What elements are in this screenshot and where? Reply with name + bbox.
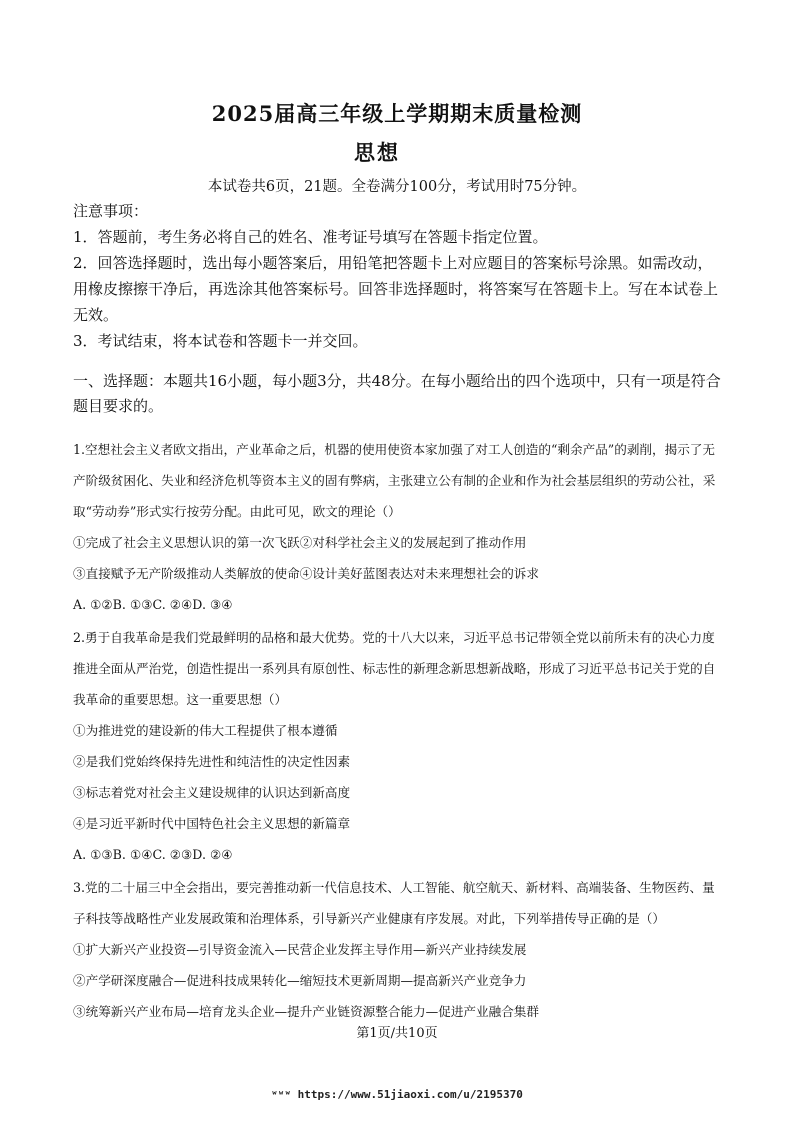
- question-option-line: ③统筹新兴产业布局—培育龙头企业—提升产业链资源整合能力—促进产业融合集群: [73, 1004, 539, 1019]
- question-option-line: ①扩大新兴产业投资—引导资金流入—民营企业发挥主导作用—新兴产业持续发展: [73, 942, 527, 957]
- notes-heading: 注意事项：: [73, 202, 149, 220]
- note-item-3: 3．考试结束，将本试卷和答题卡一并交回。: [73, 332, 368, 350]
- section-heading-text: 一、选择题：本题共16小题，每小题3分，共48分。在每小题给出的四个选项中，只有一项是符合题目要求的。: [73, 372, 721, 415]
- page-number: 第1页/共10页: [356, 1026, 438, 1041]
- note-item-1: 1．答题前，考生务必将自己的姓名、准考证号填写在答题卡指定位置。: [73, 228, 548, 246]
- question-option-line: ①为推进党的建设新的伟大工程提供了根本遵循: [73, 723, 338, 738]
- section-heading: [73, 369, 723, 419]
- watermark-url: ʷʷʷ https://www.51jiaoxi.com/u/2195370: [271, 1088, 523, 1101]
- question-option-line: ③直接赋予无产阶级推动人类解放的使命④设计美好蓝图表达对未来理想社会的诉求: [73, 566, 539, 581]
- question-2: [73, 622, 723, 870]
- question-option-line: ④是习近平新时代中国特色社会主义思想的新篇章: [73, 816, 351, 831]
- question-stem: 3.党的二十届三中全会指出，要完善推动新一代信息技术、人工智能、航空航天、新材料、高端装备、生物医药、量子科技等战略性产业发展政策和治理体系，引导新兴产业健康有序发展。对此，下列举措传导正确的是（）: [73, 880, 715, 926]
- question-answer-choices: A. ①②B. ①③C. ②④D. ③④: [73, 597, 233, 612]
- exam-subject: 思想: [354, 140, 400, 165]
- exam-body: [73, 198, 723, 1027]
- question-option-line: ②是我们党始终保持先进性和纯洁性的决定性因素: [73, 754, 351, 769]
- question-3: [73, 872, 723, 1027]
- question-stem: 2.勇于自我革命是我们党最鲜明的品格和最大优势。党的十八大以来，习近平总书记带领全党以前所未有的决心力度推进全面从严治党，创造性提出一系列具有原创性、标志性的新理念新思想新战略，形成了习近平总书记关于党的自我革命的重要思想。这一重要思想（）: [73, 630, 716, 707]
- exam-meta: 本试卷共6页，21题。全卷满分100分，考试用时75分钟。: [207, 179, 587, 195]
- exam-title: 2025届高三年级上学期期末质量检测: [211, 101, 583, 126]
- question-answer-choices: A. ①③B. ①④C. ②③D. ②④: [73, 847, 233, 862]
- note-item-2: 2．回答选择题时，选出每小题答案后，用铅笔把答题卡上对应题目的答案标号涂黑。如需改动，用橡皮擦擦干净后，再选涂其他答案标号。回答非选择题时，将答案写在答题卡上。写在本试卷上无效。: [73, 254, 719, 324]
- question-option-line: ①完成了社会主义思想认识的第一次飞跃②对科学社会主义的发展起到了推动作用: [73, 535, 527, 550]
- question-stem: 1.空想社会主义者欧文指出，产业革命之后，机器的使用使资本家加强了对工人创造的“剩余产品”的剥削，揭示了无产阶级贫困化、失业和经济危机等资本主义的固有弊病，主张建立公有制的企业和作为社会基层组织的劳动公社，采取“劳动券”形式实行按劳分配。由此可见，欧文的理论（）: [73, 442, 716, 519]
- question-1: [73, 434, 723, 620]
- notes-block: [73, 198, 723, 354]
- question-option-line: ②产学研深度融合—促进科技成果转化—缩短技术更新周期—提高新兴产业竞争力: [73, 973, 527, 988]
- question-option-line: ③标志着党对社会主义建设规律的认识达到新高度: [73, 785, 351, 800]
